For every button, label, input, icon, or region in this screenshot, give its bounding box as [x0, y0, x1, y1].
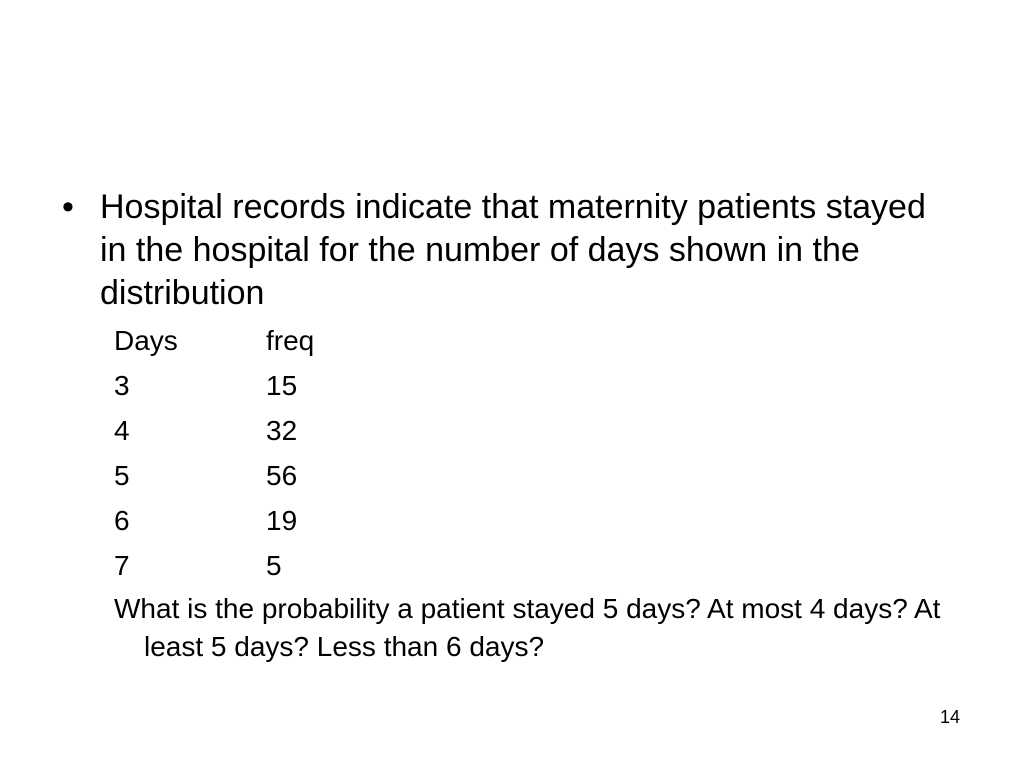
- table-row: [114, 453, 314, 498]
- cell-days: 7: [114, 550, 130, 581]
- table-row: [114, 363, 314, 408]
- bullet-row: [62, 186, 962, 315]
- cell-days: 3: [114, 370, 130, 401]
- header-days: Days: [114, 325, 178, 356]
- cell-freq: 5: [266, 550, 282, 581]
- bullet-block: [62, 186, 962, 315]
- cell-days: 4: [114, 415, 130, 446]
- question-text: What is the probability a patient stayed 5 days? At most 4 days? At least 5 days? Less than 6 days?: [114, 593, 941, 662]
- cell-days: 5: [114, 460, 130, 491]
- table-row: [114, 543, 314, 588]
- bullet-dot-icon: •: [62, 188, 74, 226]
- header-freq: freq: [266, 325, 315, 356]
- cell-freq: 19: [266, 505, 298, 536]
- table-row: [114, 408, 314, 453]
- table-row: [114, 498, 314, 543]
- page-number: 14: [940, 707, 961, 727]
- distribution-table: [114, 318, 314, 588]
- cell-freq: 32: [266, 415, 298, 446]
- cell-days: 6: [114, 505, 130, 536]
- bullet-text: Hospital records indicate that maternity patients stayed in the hospital for the number of days shown in the distribution: [100, 188, 926, 312]
- table-header-row: [114, 318, 314, 363]
- cell-freq: 56: [266, 460, 298, 491]
- cell-freq: 15: [266, 370, 298, 401]
